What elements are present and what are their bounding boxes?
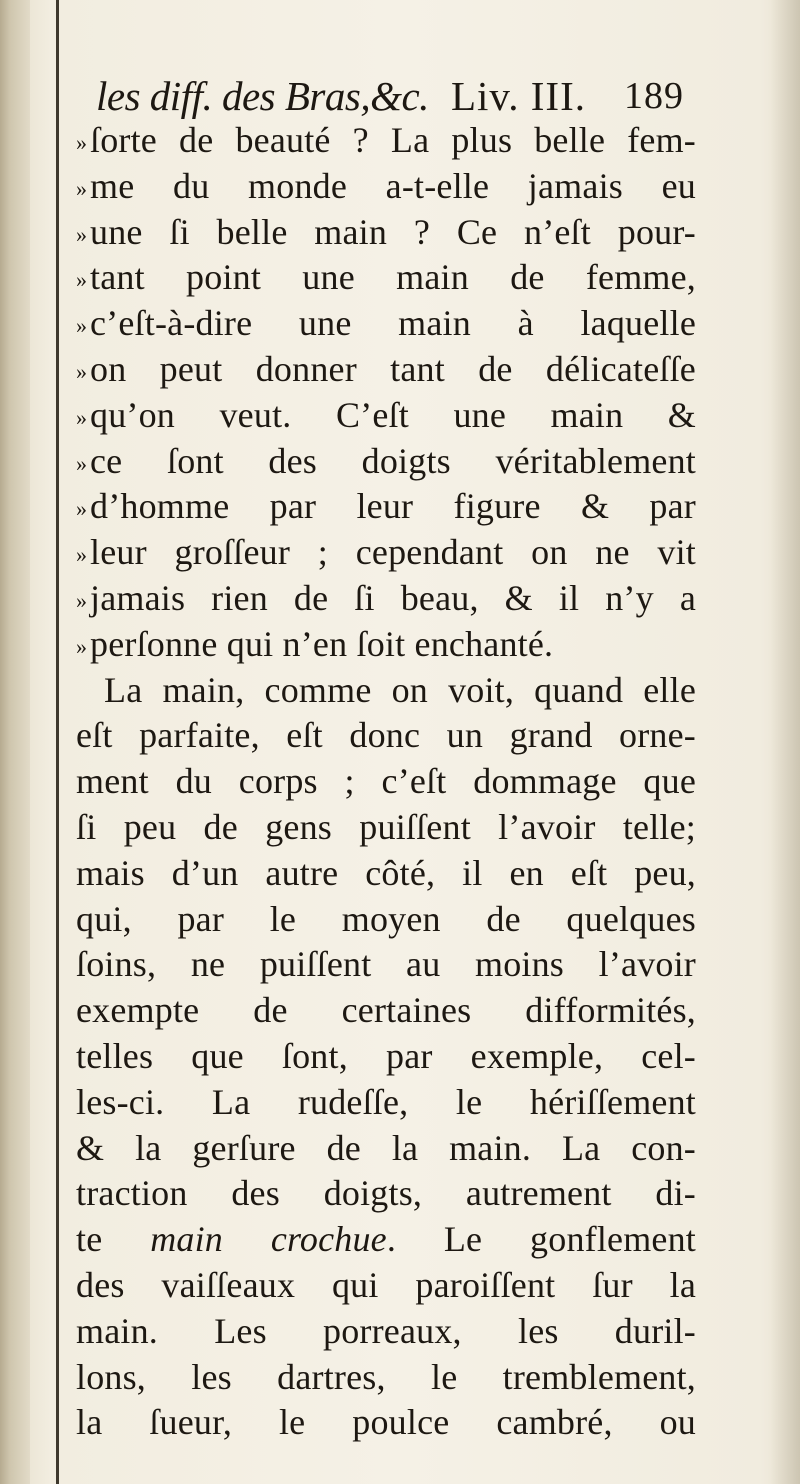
line-text: telles que ſont, par exemple, cel- <box>76 1035 696 1076</box>
text-line <box>76 759 696 805</box>
line-text: ſi peu de gens puiſſent l’avoir telle; <box>76 806 696 847</box>
quote-mark: » <box>76 496 88 522</box>
text-line <box>76 301 696 347</box>
text-line <box>76 118 696 164</box>
quote-mark: » <box>76 358 88 384</box>
line-text: on peut donner tant de délicateſſe <box>90 348 696 389</box>
quote-mark: » <box>76 542 88 568</box>
text-line <box>76 1263 696 1309</box>
text-line <box>76 484 696 530</box>
page-binding <box>0 0 30 1484</box>
line-text: ce ſont des doigts véritablement <box>90 440 696 481</box>
line-text: leur groſſeur ; cependant on ne vit <box>90 532 696 573</box>
line-text: La main, comme on voit, quand elle <box>104 669 696 710</box>
line-text: ment du corps ; c’eſt dommage que <box>76 761 696 802</box>
quote-mark: » <box>76 450 88 476</box>
text-line <box>76 1080 696 1126</box>
text-line <box>76 210 696 256</box>
text-line <box>76 347 696 393</box>
quote-mark: » <box>76 175 88 201</box>
text-line <box>76 393 696 439</box>
text-line <box>76 1355 696 1401</box>
line-text: ſorte de beauté ? La plus belle fem- <box>90 120 696 160</box>
line-text: main. Les porreaux, les duril- <box>76 1310 696 1351</box>
text-line <box>76 1126 696 1172</box>
line-text: exempte de certaines difformités, <box>76 990 696 1031</box>
line-text: qui, par le moyen de quelques <box>76 898 696 939</box>
running-head-book: Liv. III. <box>451 73 586 119</box>
text-line <box>76 530 696 576</box>
quote-mark: » <box>76 633 88 659</box>
quote-mark: » <box>76 313 88 339</box>
text-line <box>76 1309 696 1355</box>
text-line <box>76 713 696 759</box>
text-line <box>76 1171 696 1217</box>
running-head-title: les diff. des Bras,&c. <box>96 73 429 119</box>
text-line <box>76 622 696 668</box>
italic-phrase: main crochue <box>150 1219 387 1260</box>
line-text: te <box>76 1219 151 1260</box>
line-text: la ſueur, le poulce cambré, ou <box>76 1402 696 1443</box>
spine-rule <box>56 0 59 1484</box>
text-line <box>76 942 696 988</box>
text-line <box>76 851 696 897</box>
running-head <box>96 70 696 120</box>
line-text: c’eſt-à-dire une main à laquelle <box>90 303 696 344</box>
line-text: tant point une main de femme, <box>90 257 696 298</box>
line-text: jamais rien de ſi beau, & il n’y a <box>90 577 696 618</box>
line-text: & la gerſure de la main. La con- <box>76 1127 696 1168</box>
body-text <box>76 118 696 1446</box>
line-text: lons, les dartres, le tremblement, <box>76 1356 696 1397</box>
text-line <box>76 668 696 714</box>
line-text: traction des doigts, autrement di- <box>76 1173 696 1214</box>
text-line <box>76 439 696 485</box>
page-number: 189 <box>624 75 684 117</box>
line-text: perſonne qui n’en ſoit enchanté. <box>90 623 554 664</box>
quote-mark: » <box>76 130 88 155</box>
line-text: des vaiſſeaux qui paroiſſent ſur la <box>76 1264 696 1305</box>
line-text: mais d’un autre côté, il en eſt peu, <box>76 852 696 893</box>
page-edge-shadow <box>770 0 800 1484</box>
quote-mark: » <box>76 404 88 430</box>
line-text: ſoins, ne puiſſent au moins l’avoir <box>76 944 696 985</box>
line-text: qu’on veut. C’eſt une main & <box>90 394 696 435</box>
text-line <box>76 897 696 943</box>
quote-mark: » <box>76 587 88 613</box>
line-text: . Le gonflement <box>386 1219 696 1260</box>
text-line <box>76 1400 696 1446</box>
quote-mark: » <box>76 221 88 247</box>
line-text: me du monde a-t-elle jamais eu <box>90 165 696 206</box>
quote-mark: » <box>76 267 88 293</box>
line-text: les-ci. La rudeſſe, le hériſſement <box>76 1081 696 1122</box>
text-line <box>76 255 696 301</box>
text-line <box>76 805 696 851</box>
text-line <box>76 164 696 210</box>
line-text: une ſi belle main ? Ce n’eſt pour- <box>90 211 696 252</box>
line-text: eſt parfaite, eſt donc un grand orne- <box>76 715 696 756</box>
line-text: d’homme par leur figure & par <box>90 486 696 527</box>
text-line <box>76 1217 696 1263</box>
text-line <box>76 576 696 622</box>
text-line <box>76 988 696 1034</box>
text-line <box>76 1034 696 1080</box>
